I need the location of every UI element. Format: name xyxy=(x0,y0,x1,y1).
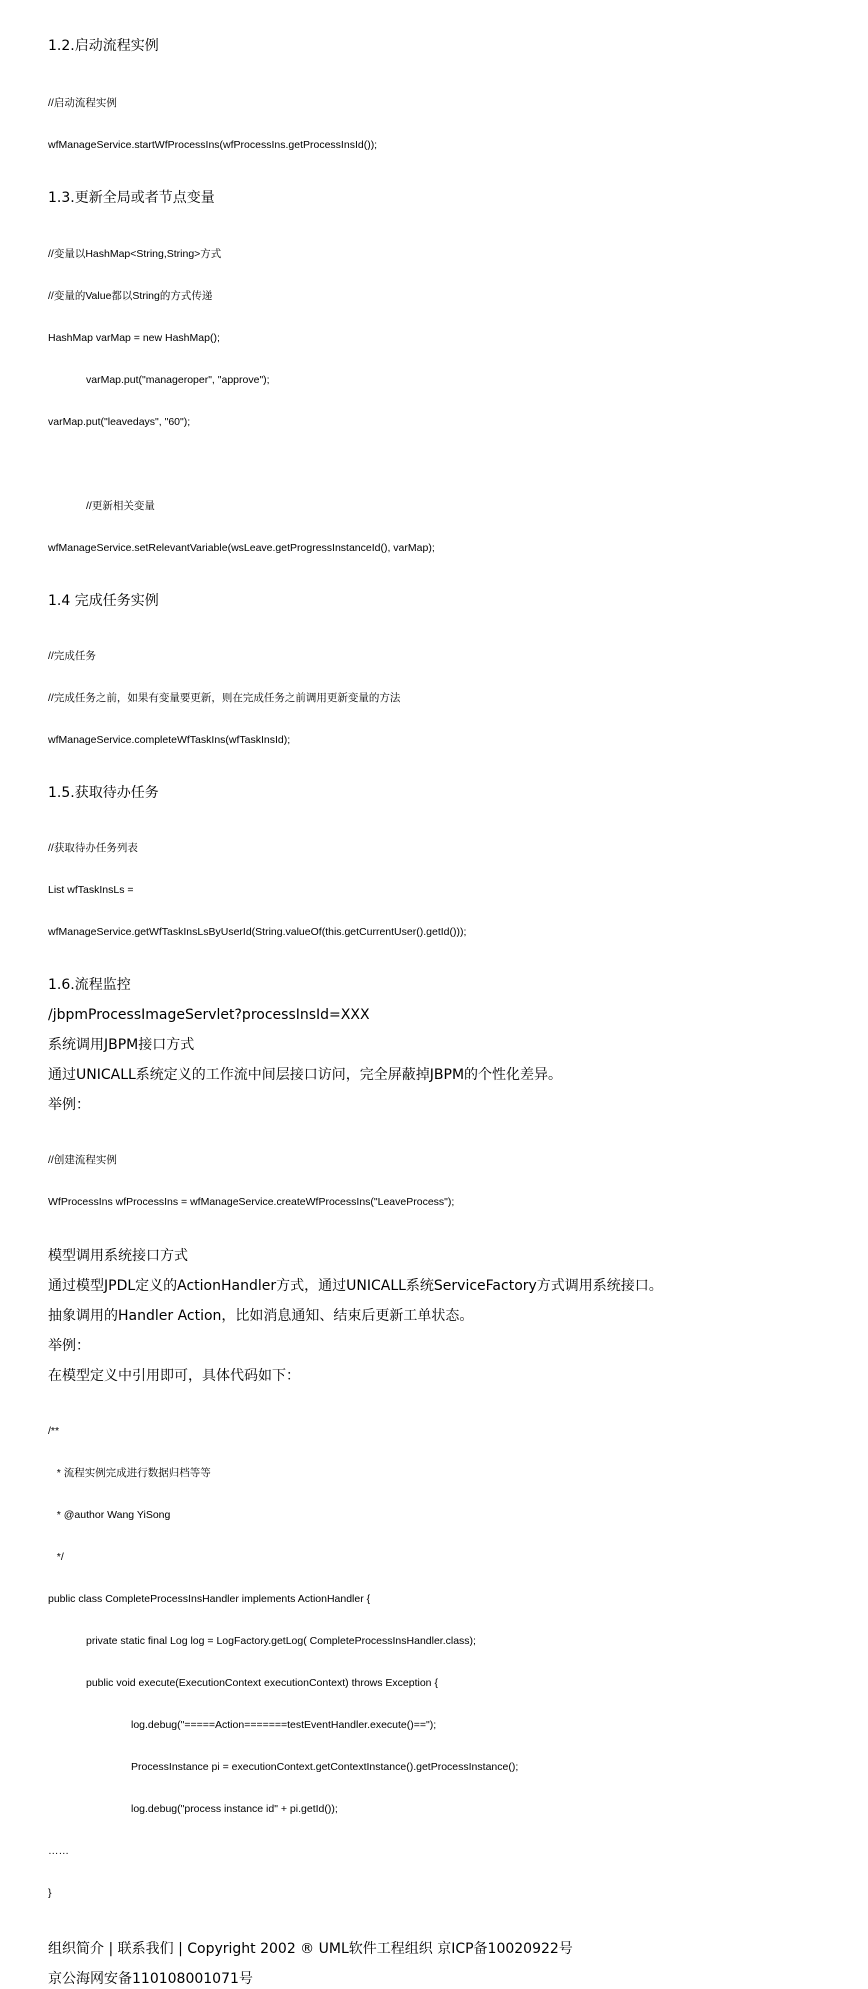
code-line: */ xyxy=(48,1551,64,1563)
code-line: ProcessInstance pi = executionContext.getContextInstance().getProcessInstance(); xyxy=(131,1761,519,1773)
code-block-create-process xyxy=(48,1125,848,1237)
code-line: wfManageService.completeWfTaskIns(wfTaskInsId); xyxy=(48,734,291,746)
section-heading-1-2: 1.2.启动流程实例 xyxy=(48,38,159,54)
code-line: //启动流程实例 xyxy=(48,97,117,109)
code-block-update-variables xyxy=(48,219,848,583)
code-block-start-process xyxy=(48,68,848,180)
footer-registration: 京公海网安备110108001071号 xyxy=(48,1971,253,1987)
code-line: public void execute(ExecutionContext executionContext) throws Exception { xyxy=(86,1677,438,1689)
section-heading-1-5: 1.5.获取待办任务 xyxy=(48,785,159,801)
code-line: private static final Log log = LogFactory.getLog( CompleteProcessInsHandler.class); xyxy=(86,1635,476,1647)
code-line: wfManageService.startWfProcessIns(wfProcessIns.getProcessInsId()); xyxy=(48,139,378,151)
system-call-example-label: 举例： xyxy=(48,1097,90,1113)
code-line: WfProcessIns wfProcessIns = wfManageService.createWfProcessIns("LeaveProcess"); xyxy=(48,1196,455,1208)
model-call-description-3: 在模型定义中引用即可，具体代码如下： xyxy=(48,1368,300,1384)
code-block-todo-tasks xyxy=(48,813,848,967)
code-line: wfManageService.getWfTaskInsLsByUserId(String.valueOf(this.getCurrentUser().getId())); xyxy=(48,926,467,938)
section-heading-1-4: 1.4 完成任务实例 xyxy=(48,593,159,609)
code-line: * @author Wang YiSong xyxy=(48,1509,171,1521)
footer-links: 组织简介 | 联系我们 | Copyright 2002 ® UML软件工程组织 京ICP备10020922号 xyxy=(48,1941,573,1957)
code-block-handler-class xyxy=(48,1396,848,1928)
code-line: wfManageService.setRelevantVariable(wsLeave.getProgressInstanceId(), varMap); xyxy=(48,542,435,554)
model-call-description-2: 抽象调用的Handler Action，比如消息通知、结束后更新工单状态。 xyxy=(48,1308,474,1324)
section-heading-1-3: 1.3.更新全局或者节点变量 xyxy=(48,190,215,206)
model-call-description-1: 通过模型JPDL定义的ActionHandler方式，通过UNICALL系统ServiceFactory方式调用系统接口。 xyxy=(48,1278,663,1294)
code-line: List wfTaskInsLs = xyxy=(48,884,134,896)
code-line: HashMap varMap = new HashMap(); xyxy=(48,332,220,344)
code-line: } xyxy=(48,1887,52,1899)
code-line: * 流程实例完成进行数据归档等等 xyxy=(48,1467,211,1479)
code-line: //更新相关变量 xyxy=(86,500,155,512)
code-block-complete-task xyxy=(48,621,848,775)
code-line: //创建流程实例 xyxy=(48,1154,117,1166)
code-line: log.debug("=====Action=======testEventHandler.execute()=="); xyxy=(131,1719,437,1731)
code-line: /** xyxy=(48,1425,60,1437)
section-heading-1-6: 1.6.流程监控 xyxy=(48,977,131,993)
code-line: public class CompleteProcessInsHandler implements ActionHandler { xyxy=(48,1593,371,1605)
code-line: //变量以HashMap<String,String>方式 xyxy=(48,248,222,260)
code-line: //完成任务 xyxy=(48,650,96,662)
code-line: varMap.put("manageroper", "approve"); xyxy=(86,374,270,386)
model-call-example-label: 举例： xyxy=(48,1338,90,1354)
code-line: //完成任务之前，如果有变量要更新，则在完成任务之前调用更新变量的方法 xyxy=(48,692,401,704)
document-page xyxy=(48,36,848,1989)
system-call-heading: 系统调用JBPM接口方式 xyxy=(48,1037,195,1053)
model-call-heading: 模型调用系统接口方式 xyxy=(48,1248,188,1264)
code-line: //获取待办任务列表 xyxy=(48,842,138,854)
code-line: //变量的Value都以String的方式传递 xyxy=(48,290,213,302)
system-call-description: 通过UNICALL系统定义的工作流中间层接口访问，完全屏蔽掉JBPM的个性化差异。 xyxy=(48,1067,563,1083)
code-line: …… xyxy=(48,1845,69,1857)
servlet-url: /jbpmProcessImageServlet?processInsId=XXX xyxy=(48,1007,370,1023)
code-line: log.debug("process instance id" + pi.getId()); xyxy=(131,1803,338,1815)
code-line: varMap.put("leavedays", "60"); xyxy=(48,416,191,428)
